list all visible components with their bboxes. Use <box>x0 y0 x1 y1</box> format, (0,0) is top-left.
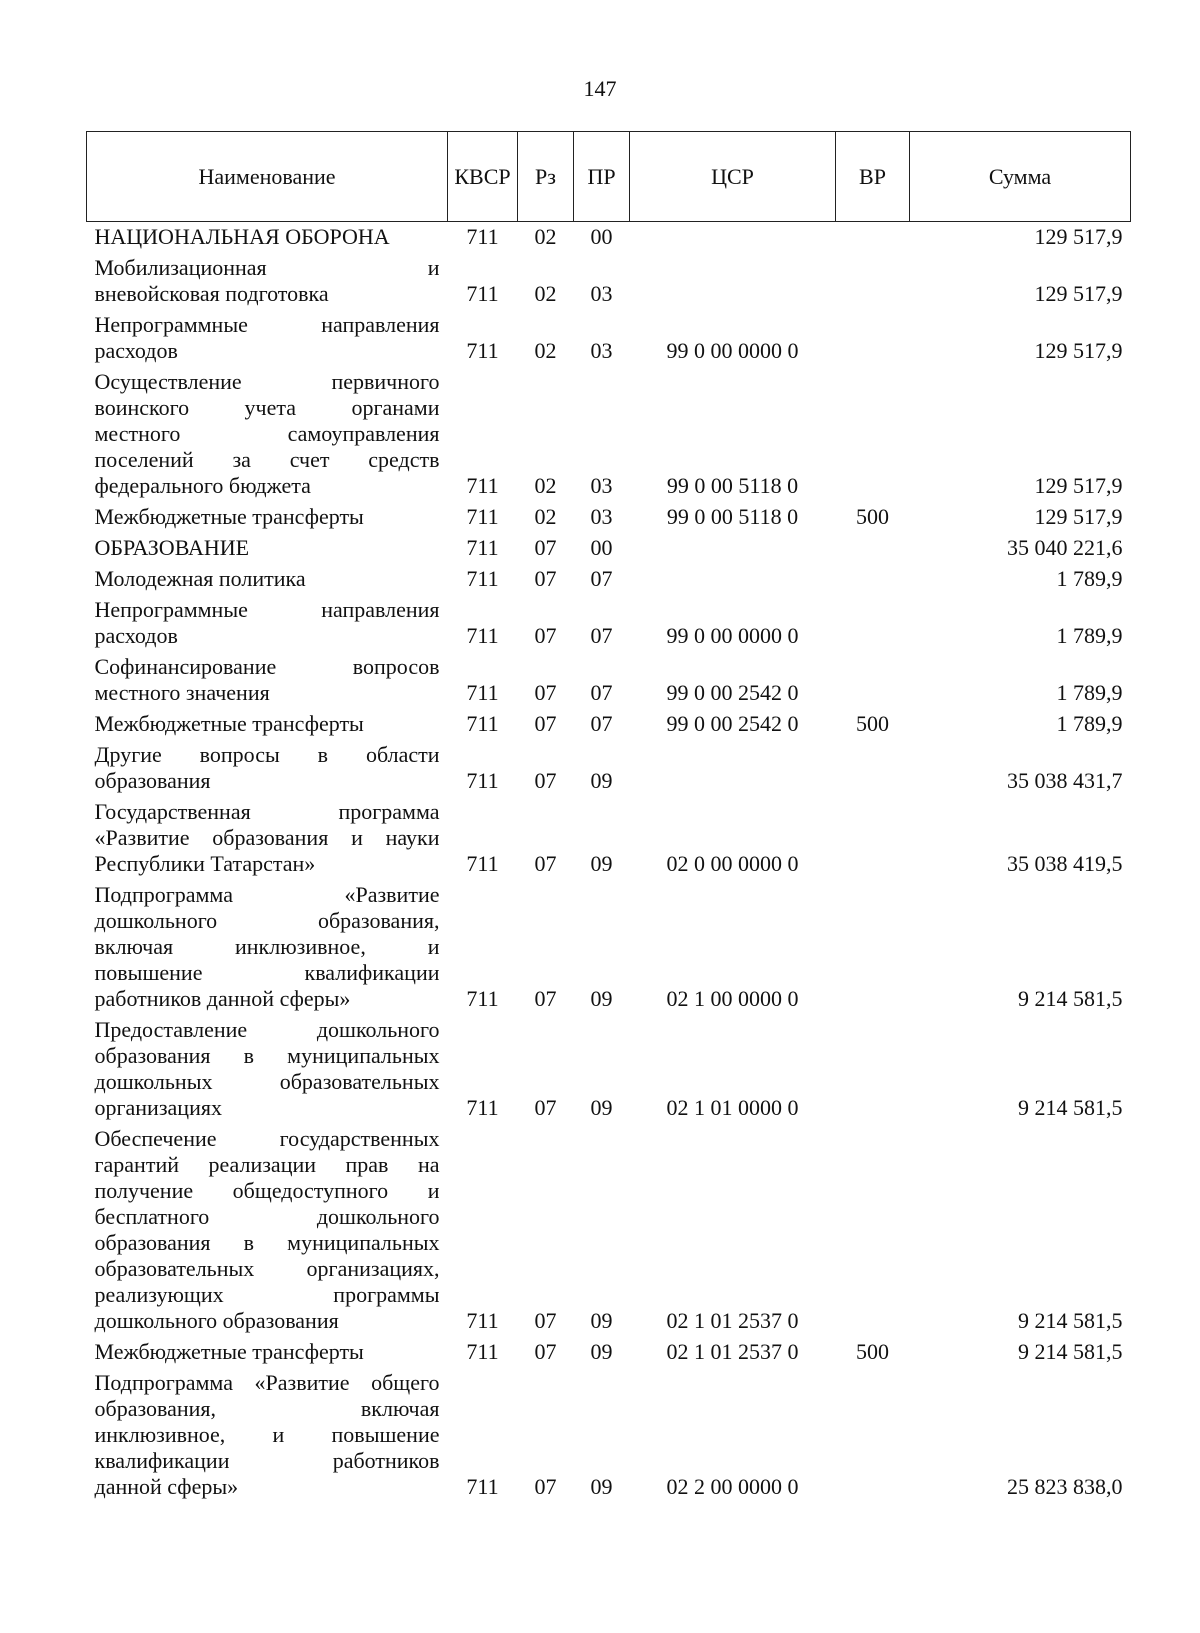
row-sum: 1 789,9 <box>1056 680 1123 705</box>
row-pr: 07 <box>590 680 613 705</box>
row-name-line: Государственная программа <box>94 799 440 824</box>
row-sum: 129 517,9 <box>1034 224 1123 249</box>
row-kvsr: 711 <box>466 535 499 560</box>
row-name-line: местного значения <box>94 680 270 705</box>
row-name-line: дошкольных образовательных <box>94 1069 440 1094</box>
table-row <box>87 595 1131 652</box>
row-vr <box>836 1124 910 1337</box>
row-sum: 129 517,9 <box>1034 338 1123 363</box>
row-name-line: получение общедоступного и <box>94 1178 440 1203</box>
row-rz: 07 <box>534 1308 557 1333</box>
row-sum: 35 040 221,6 <box>1007 535 1123 560</box>
table-row <box>87 564 1131 595</box>
row-name <box>87 502 448 533</box>
row-name <box>87 797 448 880</box>
header-sum: Сумма <box>910 132 1131 222</box>
row-vr <box>836 1368 910 1503</box>
budget-table <box>86 131 1131 1503</box>
row-name-line: Осуществление первичного <box>94 369 440 394</box>
row-name-line: гарантий реализации прав на <box>94 1152 440 1177</box>
row-rz: 02 <box>534 281 557 306</box>
table-row <box>87 652 1131 709</box>
row-csr: 02 1 01 0000 0 <box>666 1095 799 1120</box>
row-vr <box>836 1015 910 1124</box>
table-row <box>87 310 1131 367</box>
row-name-line: Другие вопросы в области <box>94 742 440 767</box>
table-row <box>87 1337 1131 1368</box>
row-pr: 09 <box>590 768 613 793</box>
table-row <box>87 1368 1131 1503</box>
row-name <box>87 652 448 709</box>
row-name-line: расходов <box>94 338 178 363</box>
row-sum: 25 823 838,0 <box>1007 1474 1123 1499</box>
row-vr: 500 <box>856 711 889 736</box>
row-vr <box>836 595 910 652</box>
row-rz: 07 <box>534 680 557 705</box>
row-name-line: федерального бюджета <box>94 473 311 498</box>
row-pr: 00 <box>590 535 613 560</box>
table-row <box>87 740 1131 797</box>
row-pr: 00 <box>590 224 613 249</box>
row-csr: 99 0 00 5118 0 <box>666 473 799 498</box>
row-name <box>87 310 448 367</box>
row-rz: 07 <box>534 1339 557 1364</box>
table-row <box>87 1015 1131 1124</box>
row-pr: 09 <box>590 1339 613 1364</box>
table-row <box>87 709 1131 740</box>
row-name-line: Непрограммные направления <box>94 597 440 622</box>
header-pr: ПР <box>574 132 630 222</box>
row-name-line: Молодежная политика <box>94 566 306 591</box>
row-name-line: Межбюджетные трансферты <box>94 504 364 529</box>
row-name-line: образовательных организациях, <box>94 1256 440 1281</box>
row-name <box>87 1015 448 1124</box>
row-name <box>87 222 448 254</box>
row-sum: 9 214 581,5 <box>1018 986 1123 1011</box>
row-name <box>87 1337 448 1368</box>
header-name: Наименование <box>87 132 448 222</box>
row-rz: 07 <box>534 535 557 560</box>
table-row <box>87 502 1131 533</box>
header-kvsr: КВСР <box>448 132 518 222</box>
row-kvsr: 711 <box>466 680 499 705</box>
row-name <box>87 709 448 740</box>
row-csr <box>630 564 836 595</box>
row-name-line: образования в муниципальных <box>94 1043 440 1068</box>
table-header-row <box>87 132 1131 222</box>
row-rz: 02 <box>534 224 557 249</box>
row-kvsr: 711 <box>466 623 499 648</box>
row-rz: 07 <box>534 986 557 1011</box>
row-kvsr: 711 <box>466 1095 499 1120</box>
row-name-line: воинского учета органами <box>94 395 440 420</box>
row-pr: 09 <box>590 1095 613 1120</box>
header-rz: Рз <box>518 132 574 222</box>
row-vr <box>836 533 910 564</box>
row-name-line: образования, включая <box>94 1396 440 1421</box>
row-pr: 07 <box>590 566 613 591</box>
row-csr: 02 1 00 0000 0 <box>666 986 799 1011</box>
table-body <box>87 222 1131 1504</box>
row-kvsr: 711 <box>466 338 499 363</box>
row-name-line: поселений за счет средств <box>94 447 440 472</box>
row-vr <box>836 564 910 595</box>
row-name-line: включая инклюзивное, и <box>94 934 440 959</box>
row-pr: 09 <box>590 1308 613 1333</box>
row-name <box>87 1368 448 1503</box>
row-name <box>87 595 448 652</box>
row-name-line: инклюзивное, и повышение <box>94 1422 440 1447</box>
row-rz: 07 <box>534 851 557 876</box>
row-sum: 35 038 419,5 <box>1007 851 1123 876</box>
row-kvsr: 711 <box>466 768 499 793</box>
row-name-line: вневойсковая подготовка <box>94 281 329 306</box>
table-row <box>87 533 1131 564</box>
row-vr <box>836 222 910 254</box>
row-vr <box>836 310 910 367</box>
row-pr: 07 <box>590 711 613 736</box>
row-csr: 02 2 00 0000 0 <box>666 1474 799 1499</box>
row-vr <box>836 797 910 880</box>
header-vr: ВР <box>836 132 910 222</box>
row-kvsr: 711 <box>466 504 499 529</box>
header-csr: ЦСР <box>630 132 836 222</box>
row-kvsr: 711 <box>466 1339 499 1364</box>
row-csr: 02 1 01 2537 0 <box>666 1339 799 1364</box>
row-rz: 07 <box>534 1474 557 1499</box>
row-kvsr: 711 <box>466 1474 499 1499</box>
row-pr: 03 <box>590 281 613 306</box>
row-name <box>87 880 448 1015</box>
row-csr: 02 1 01 2537 0 <box>666 1308 799 1333</box>
row-pr: 09 <box>590 986 613 1011</box>
row-csr <box>630 740 836 797</box>
row-name-line: образования в муниципальных <box>94 1230 440 1255</box>
row-csr: 99 0 00 5118 0 <box>666 504 799 529</box>
row-sum: 9 214 581,5 <box>1018 1308 1123 1333</box>
row-vr: 500 <box>856 504 889 529</box>
row-name-line: Подпрограмма «Развитие <box>94 882 440 907</box>
row-name-line: организациях <box>94 1095 222 1120</box>
row-rz: 07 <box>534 566 557 591</box>
row-rz: 02 <box>534 504 557 529</box>
row-pr: 09 <box>590 1474 613 1499</box>
row-name-line: ОБРАЗОВАНИЕ <box>94 535 250 560</box>
row-kvsr: 711 <box>466 566 499 591</box>
row-csr <box>630 222 836 254</box>
row-name-line: Непрограммные направления <box>94 312 440 337</box>
row-csr: 99 0 00 2542 0 <box>666 680 799 705</box>
row-vr <box>836 880 910 1015</box>
row-rz: 02 <box>534 338 557 363</box>
row-kvsr: 711 <box>466 281 499 306</box>
row-csr: 99 0 00 2542 0 <box>666 711 799 736</box>
row-name <box>87 740 448 797</box>
row-csr <box>630 253 836 310</box>
row-sum: 129 517,9 <box>1034 504 1123 529</box>
row-name-line: Предоставление дошкольного <box>94 1017 440 1042</box>
row-kvsr: 711 <box>466 224 499 249</box>
row-name-line: квалификации работников <box>94 1448 440 1473</box>
row-name <box>87 564 448 595</box>
row-name-line: Мобилизационная и <box>94 255 440 280</box>
row-name-line: Межбюджетные трансферты <box>94 1339 364 1364</box>
row-name <box>87 533 448 564</box>
row-rz: 07 <box>534 1095 557 1120</box>
row-name-line: Софинансирование вопросов <box>94 654 440 679</box>
row-name-line: Подпрограмма «Развитие общего <box>94 1370 440 1395</box>
row-name-line: образования <box>94 768 211 793</box>
row-name-line: данной сферы» <box>94 1474 239 1499</box>
row-pr: 03 <box>590 473 613 498</box>
row-sum: 1 789,9 <box>1056 711 1123 736</box>
table-row <box>87 222 1131 254</box>
row-sum: 9 214 581,5 <box>1018 1339 1123 1364</box>
row-name-line: повышение квалификации <box>94 960 440 985</box>
row-kvsr: 711 <box>466 473 499 498</box>
row-name-line: Республики Татарстан» <box>94 851 316 876</box>
row-name <box>87 1124 448 1337</box>
row-name-line: бесплатного дошкольного <box>94 1204 440 1229</box>
row-pr: 09 <box>590 851 613 876</box>
row-name-line: реализующих программы <box>94 1282 440 1307</box>
row-sum: 129 517,9 <box>1034 473 1123 498</box>
row-csr: 99 0 00 0000 0 <box>666 623 799 648</box>
row-rz: 07 <box>534 768 557 793</box>
row-sum: 35 038 431,7 <box>1007 768 1123 793</box>
table-row <box>87 253 1131 310</box>
row-kvsr: 711 <box>466 1308 499 1333</box>
row-sum: 129 517,9 <box>1034 281 1123 306</box>
page-number: 147 <box>583 76 617 101</box>
row-name-line: НАЦИОНАЛЬНАЯ ОБОРОНА <box>94 224 390 249</box>
row-rz: 07 <box>534 711 557 736</box>
row-name-line: Обеспечение государственных <box>94 1126 440 1151</box>
row-name <box>87 253 448 310</box>
row-name-line: дошкольного образования, <box>94 908 440 933</box>
row-rz: 02 <box>534 473 557 498</box>
row-csr: 02 0 00 0000 0 <box>666 851 799 876</box>
table-row <box>87 367 1131 502</box>
row-rz: 07 <box>534 623 557 648</box>
row-name-line: дошкольного образования <box>94 1308 339 1333</box>
row-name-line: Межбюджетные трансферты <box>94 711 364 736</box>
row-sum: 1 789,9 <box>1056 623 1123 648</box>
row-vr: 500 <box>856 1339 889 1364</box>
row-name-line: расходов <box>94 623 178 648</box>
row-vr <box>836 253 910 310</box>
row-sum: 9 214 581,5 <box>1018 1095 1123 1120</box>
row-kvsr: 711 <box>466 851 499 876</box>
table-row <box>87 1124 1131 1337</box>
row-pr: 03 <box>590 338 613 363</box>
row-kvsr: 711 <box>466 986 499 1011</box>
row-vr <box>836 740 910 797</box>
row-csr <box>630 533 836 564</box>
row-name-line: «Развитие образования и науки <box>94 825 440 850</box>
row-csr: 99 0 00 0000 0 <box>666 338 799 363</box>
row-name-line: местного самоуправления <box>94 421 440 446</box>
row-name <box>87 367 448 502</box>
table-row <box>87 797 1131 880</box>
row-kvsr: 711 <box>466 711 499 736</box>
row-name-line: работников данной сферы» <box>94 986 351 1011</box>
row-vr <box>836 652 910 709</box>
row-sum: 1 789,9 <box>1056 566 1123 591</box>
row-pr: 07 <box>590 623 613 648</box>
row-vr <box>836 367 910 502</box>
row-pr: 03 <box>590 504 613 529</box>
table-row <box>87 880 1131 1015</box>
